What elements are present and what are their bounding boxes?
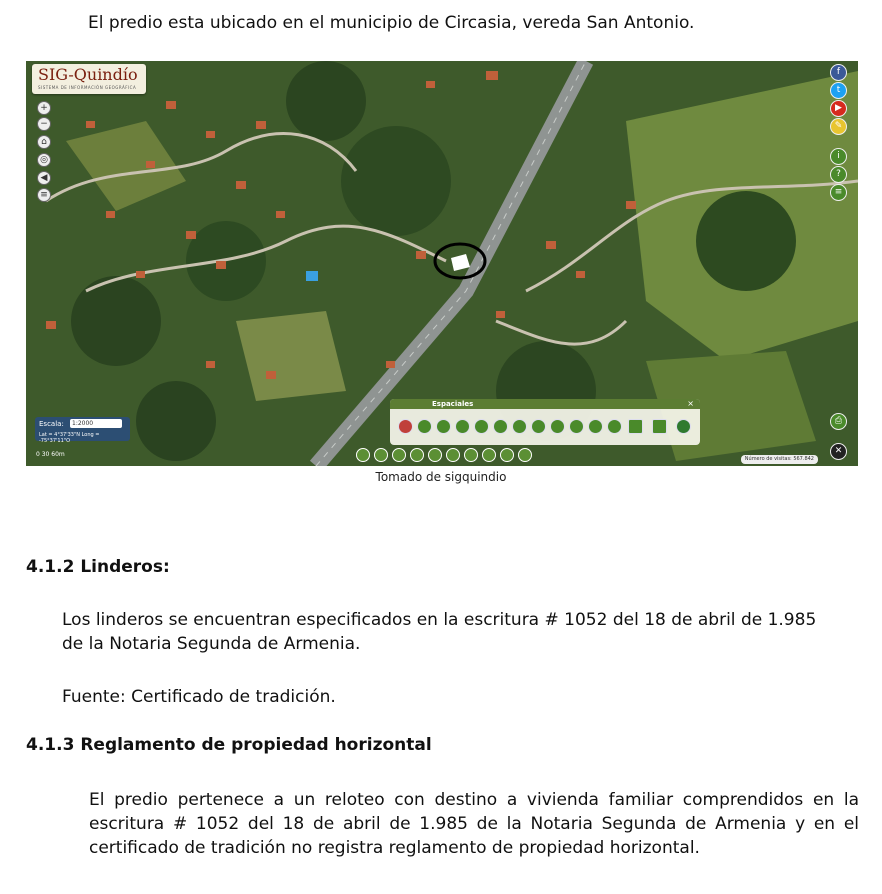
bottom-tool-icon[interactable]: [392, 448, 406, 462]
tool-icon[interactable]: [474, 419, 489, 434]
tool-icon[interactable]: [652, 419, 667, 434]
tool-icon[interactable]: [607, 419, 622, 434]
home-icon[interactable]: ⌂: [37, 135, 51, 149]
source-line: Fuente: Certificado de tradición.: [62, 687, 336, 707]
bottom-tool-icon[interactable]: [428, 448, 442, 462]
tool-icon[interactable]: [531, 419, 546, 434]
twitter-icon[interactable]: t: [830, 82, 847, 99]
linderos-paragraph: Los linderos se encuentran especificados en la escritura # 1052 del 18 de abril de 1.985 de la Notaria Segunda de Armenia.: [62, 610, 817, 654]
panel-close-icon[interactable]: ×: [687, 399, 694, 408]
zoom-in-icon[interactable]: +: [37, 101, 51, 115]
reglamento-paragraph: El predio pertenece a un reloteo con destino a vivienda familiar comprendidos en la escritura # 1052 del 18 de abril de 1.985 de la Notaria Segunda de Armenia y en el certificado de tradición no registra reglamento de propiedad horizontal.: [89, 790, 859, 858]
fullscreen-icon[interactable]: ✕: [830, 443, 847, 460]
scale-bar: 0 30 60m: [36, 451, 65, 458]
spatial-tools-panel: [390, 399, 700, 445]
bottom-tool-icon[interactable]: [374, 448, 388, 462]
bottom-tool-icon[interactable]: [446, 448, 460, 462]
tool-icon[interactable]: [569, 419, 584, 434]
tool-icon[interactable]: [676, 419, 691, 434]
zoom-out-icon[interactable]: −: [37, 117, 51, 131]
section-heading-reglamento: 4.1.3 Reglamento de propiedad horizontal: [26, 735, 432, 755]
tool-icon[interactable]: [550, 419, 565, 434]
bottom-tool-icon[interactable]: [464, 448, 478, 462]
tool-icon[interactable]: [436, 419, 451, 434]
logo-subtitle: SISTEMA DE INFORMACIÓN GEOGRÁFICA: [38, 85, 137, 90]
visit-counter: Número de visitas: 567.842: [741, 455, 818, 464]
back-arrow-icon[interactable]: ◀: [37, 171, 51, 185]
tool-icon[interactable]: [588, 419, 603, 434]
section-heading-linderos: 4.1.2 Linderos:: [26, 557, 170, 577]
panel-header[interactable]: [390, 399, 700, 409]
info-icon[interactable]: i: [830, 148, 847, 165]
bottom-tool-icon[interactable]: [518, 448, 532, 462]
print-icon[interactable]: ⎙: [830, 413, 847, 430]
facebook-icon[interactable]: f: [830, 64, 847, 81]
panel-title: Espaciales: [432, 400, 474, 408]
youtube-icon[interactable]: ▶: [830, 100, 847, 117]
scale-control: [35, 417, 130, 444]
bottom-tool-icon[interactable]: [356, 448, 370, 462]
menu-icon[interactable]: ≡: [830, 184, 847, 201]
tool-icon[interactable]: [628, 419, 643, 434]
bottom-tool-icon[interactable]: [482, 448, 496, 462]
tool-icon[interactable]: [493, 419, 508, 434]
tool-icon[interactable]: [398, 419, 413, 434]
scale-select[interactable]: 1:2000: [70, 419, 122, 428]
bottom-tool-icon[interactable]: [410, 448, 424, 462]
intro-paragraph: El predio esta ubicado en el municipio de Circasia, vereda San Antonio.: [88, 13, 695, 33]
sig-quindio-logo[interactable]: [32, 64, 146, 94]
bottom-tool-icon[interactable]: [500, 448, 514, 462]
satellite-map[interactable]: [26, 61, 858, 466]
tool-icon[interactable]: [512, 419, 527, 434]
blog-icon[interactable]: ✎: [830, 118, 847, 135]
map-caption: Tomado de sigquindio: [375, 470, 507, 484]
logo-title: SIG-Quindío: [38, 65, 138, 84]
coordinates-readout: Lat = 4°37'33"N Long = -75°37'11"O: [39, 432, 100, 444]
layers-icon[interactable]: ≡: [37, 188, 51, 202]
globe-icon[interactable]: ◎: [37, 153, 51, 167]
tool-icon[interactable]: [417, 419, 432, 434]
help-icon[interactable]: ?: [830, 166, 847, 183]
tool-icon[interactable]: [455, 419, 470, 434]
scale-label: Escala:: [39, 420, 64, 428]
